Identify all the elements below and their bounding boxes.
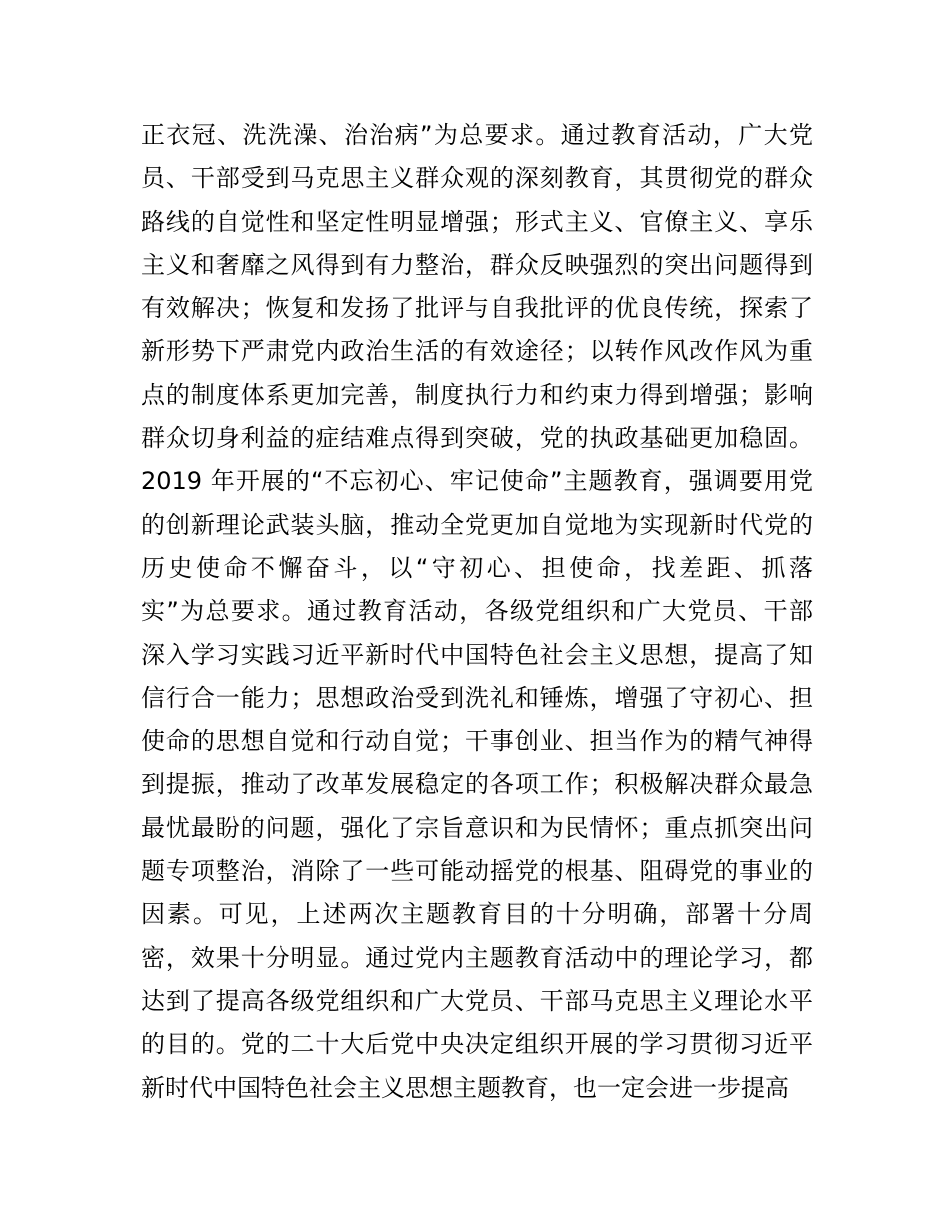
text-line: 有效解决；恢复和发扬了批评与自我批评的优良传统，探索了: [141, 294, 813, 323]
text-line: 的目的。党的二十大后党中央决定组织开展的学习贯彻习近平: [141, 1030, 813, 1059]
text-line: 路线的自觉性和坚定性明显增强；形式主义、官僚主义、享乐: [141, 207, 813, 236]
text-line: 新时代中国特色社会主义思想主题教育，也一定会进一步提高: [141, 1073, 789, 1102]
text-line: 信行合一能力；思想政治受到洗礼和锤炼，增强了守初心、担: [141, 683, 813, 712]
text-line: 历史使命不懈奋斗，以“守初心、担使命，找差距、抓落: [141, 553, 813, 582]
text-line: 最忧最盼的问题，强化了宗旨意识和为民情怀；重点抓突出问: [141, 813, 813, 842]
text-line: 因素。可见，上述两次主题教育目的十分明确，部署十分周: [141, 900, 813, 929]
text-line: 到提振，推动了改革发展稳定的各项工作；积极解决群众最急: [141, 770, 813, 799]
text-line: 新形势下严肃党内政治生活的有效途径；以转作风改作风为重: [141, 337, 813, 366]
text-line: 正衣冠、洗洗澡、治治病”为总要求。通过教育活动，广大党: [141, 121, 813, 149]
text-line: 密，效果十分明显。通过党内主题教育活动中的理论学习，都: [141, 943, 813, 972]
text-line: 题专项整治，消除了一些可能动摇党的根基、阻碍党的事业的: [141, 857, 813, 886]
text-line: 群众切身利益的症结难点得到突破，党的执政基础更加稳固。: [141, 424, 813, 453]
text-line: 的创新理论武装头脑，推动全党更加自觉地为实现新时代党的: [141, 510, 813, 539]
text-line: 员、干部受到马克思主义群众观的深刻教育，其贯彻党的群众: [141, 164, 813, 193]
text-line: 使命的思想自觉和行动自觉；干事创业、担当作为的精气神得: [141, 727, 813, 756]
text-line: 主义和奢靡之风得到有力整治，群众反映强烈的突出问题得到: [141, 250, 813, 279]
text-line: 达到了提高各级党组织和广大党员、干部马克思主义理论水平: [141, 986, 813, 1015]
body-text: [141, 114, 813, 1110]
text-line: 深入学习实践习近平新时代中国特色社会主义思想，提高了知: [141, 640, 813, 669]
text-line: 点的制度体系更加完善，制度执行力和约束力得到增强；影响: [141, 380, 813, 409]
text-line: 2019 年开展的“不忘初心、牢记使命”主题教育，强调要用党: [141, 467, 813, 496]
text-line: 实”为总要求。通过教育活动，各级党组织和广大党员、干部: [141, 597, 813, 626]
